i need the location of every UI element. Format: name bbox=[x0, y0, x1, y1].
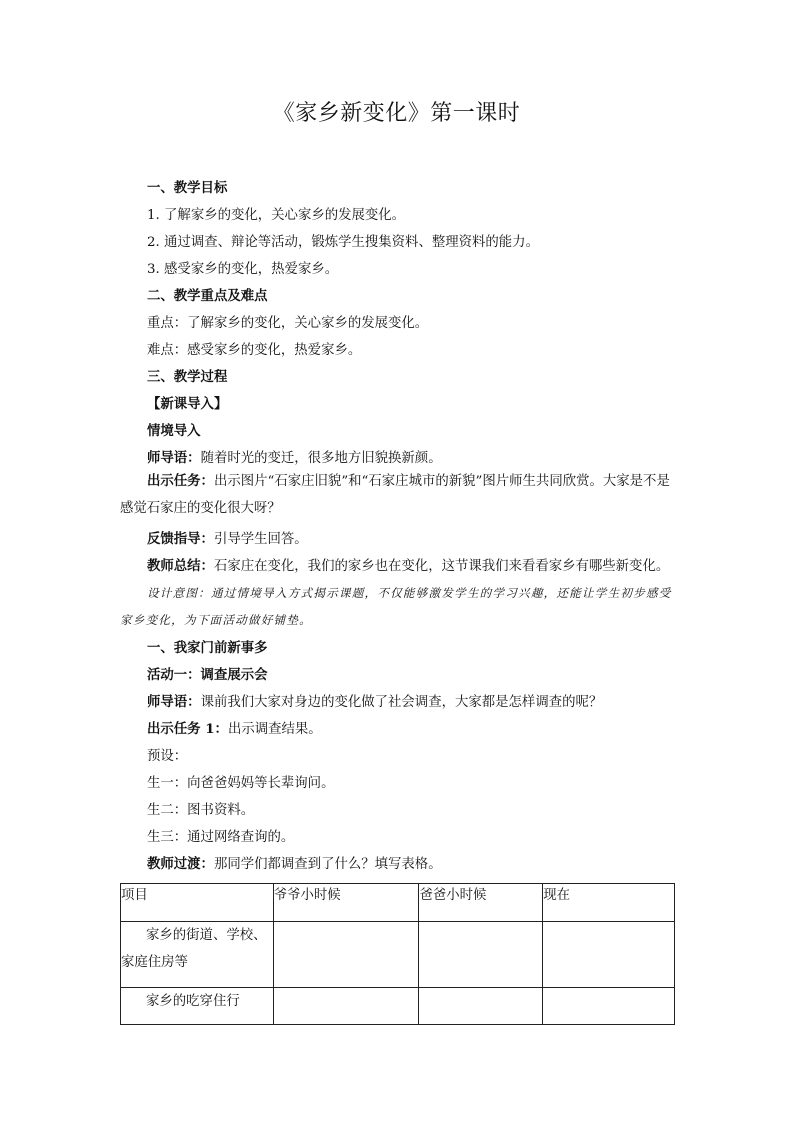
table-cell-empty bbox=[543, 988, 675, 1025]
task-paragraph bbox=[120, 468, 675, 522]
feedback-paragraph bbox=[147, 528, 308, 547]
preset-label: 预设： bbox=[147, 749, 188, 764]
task1-paragraph bbox=[147, 718, 322, 737]
key-point-text: 重点：了解家乡的变化，关心家乡的发展变化。 bbox=[147, 316, 429, 331]
task-label: 出示任务： bbox=[147, 473, 214, 489]
table-header-cell: 项目 bbox=[121, 884, 274, 922]
table-row bbox=[121, 988, 675, 1025]
design-intent-note: 设计意图：通过情境导入方式揭示课题，不仅能够激发学生的学习兴趣，还能让学生初步感受家乡变化，为下面活动做好铺垫。 bbox=[120, 586, 672, 627]
teacher-guide2-label: 师导语： bbox=[147, 694, 201, 710]
student-answer-1: 生一：向爸爸妈妈等长辈询问。 bbox=[147, 776, 335, 791]
task-text: 出示图片“石家庄旧貌”和“石家庄城市的新貌”图片师生共同欣赏。大家是不是感觉石家庄的变化很大呀？ bbox=[120, 474, 670, 516]
table-header-row bbox=[121, 884, 675, 922]
feedback-text: 引导学生回答。 bbox=[213, 532, 308, 547]
difficult-point-text: 难点：感受家乡的变化，热爱家乡。 bbox=[147, 343, 362, 358]
teacher-guide-label: 师导语： bbox=[147, 450, 201, 466]
section-heading-key-points: 二、教学重点及难点 bbox=[147, 288, 268, 304]
page-title: 《家乡新变化》第一课时 bbox=[272, 101, 521, 126]
transition-text: 那同学们都调查到了什么？填写表格。 bbox=[213, 857, 442, 872]
summary-paragraph bbox=[147, 555, 669, 574]
teacher-guide2-text: 课前我们大家对身边的变化做了社会调查，大家都是怎样调查的呢？ bbox=[200, 695, 603, 710]
student-answer-2: 生二：图书资料。 bbox=[147, 803, 255, 818]
section-heading-process: 三、教学过程 bbox=[147, 369, 228, 385]
transition-paragraph bbox=[147, 853, 442, 872]
table-cell-empty bbox=[273, 922, 419, 988]
task1-label: 出示任务 1： bbox=[147, 721, 228, 737]
table-row bbox=[121, 922, 675, 988]
activity1-heading: 活动一：调查展示会 bbox=[147, 667, 268, 683]
table-cell-empty bbox=[543, 922, 675, 988]
feedback-label: 反馈指导： bbox=[147, 531, 214, 547]
part1-heading: 一、我家门前新事多 bbox=[147, 640, 268, 656]
survey-table bbox=[120, 883, 675, 1025]
table-cell-empty bbox=[273, 988, 419, 1025]
teacher-guide-text: 随着时光的变迁，很多地方旧貌换新颜。 bbox=[200, 451, 442, 466]
objective-item-3: 3. 感受家乡的变化，热爱家乡。 bbox=[147, 262, 339, 277]
table-header-cell: 现在 bbox=[543, 884, 675, 922]
table-cell-empty bbox=[419, 922, 543, 988]
task1-text: 出示调查结果。 bbox=[227, 722, 322, 737]
student-answer-3: 生三：通过网络查询的。 bbox=[147, 830, 295, 845]
situation-intro-heading: 情境导入 bbox=[147, 423, 201, 439]
table-header-cell: 爷爷小时候 bbox=[273, 884, 419, 922]
objective-item-2: 2. 通过调查、辩论等活动，锻炼学生搜集资料、整理资料的能力。 bbox=[147, 235, 539, 250]
table-header-cell: 爸爸小时候 bbox=[419, 884, 543, 922]
transition-label: 教师过渡： bbox=[147, 856, 214, 872]
teacher-guide2-paragraph bbox=[147, 691, 602, 710]
table-cell-empty bbox=[419, 988, 543, 1025]
summary-text: 石家庄在变化，我们的家乡也在变化，这节课我们来看看家乡有哪些新变化。 bbox=[213, 559, 670, 574]
section-heading-objectives: 一、教学目标 bbox=[147, 180, 228, 196]
new-lesson-intro-heading: 【新课导入】 bbox=[147, 396, 228, 412]
objective-item-1: 1. 了解家乡的变化，关心家乡的发展变化。 bbox=[147, 208, 406, 223]
summary-label: 教师总结： bbox=[147, 558, 214, 574]
teacher-guide-paragraph bbox=[147, 447, 442, 466]
table-cell-item: 家乡的街道、学校、家庭住房等 bbox=[121, 922, 274, 988]
table-cell-item: 家乡的吃穿住行 bbox=[121, 988, 274, 1025]
